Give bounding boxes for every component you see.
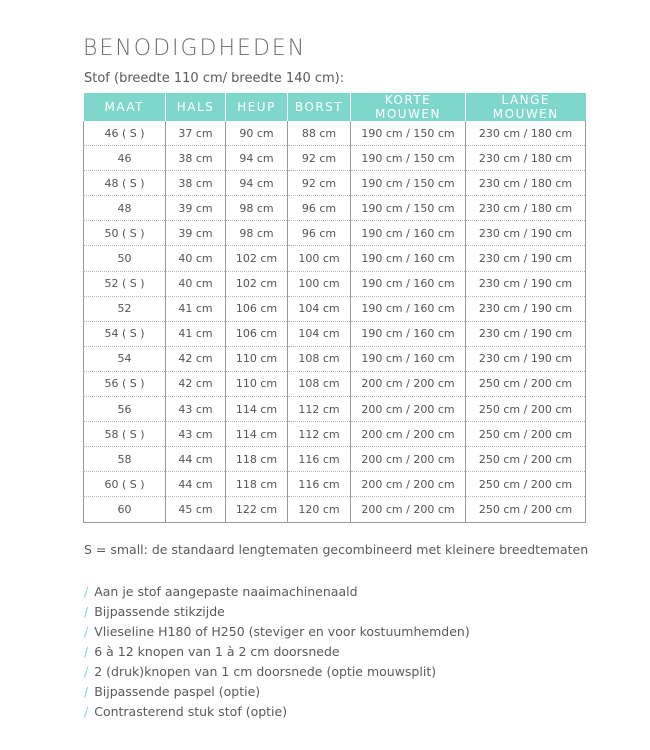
table-row bbox=[84, 246, 586, 271]
cell-lange-mouwen: 250 cm / 200 cm bbox=[466, 447, 586, 472]
cell-borst: 92 cm bbox=[288, 171, 351, 196]
cell-lange-mouwen: 250 cm / 200 cm bbox=[466, 371, 586, 396]
table-row bbox=[84, 397, 586, 422]
cell-hals: 43 cm bbox=[166, 422, 226, 447]
cell-borst: 100 cm bbox=[288, 271, 351, 296]
cell-korte-mouwen: 200 cm / 200 cm bbox=[351, 497, 466, 522]
cell-heup: 110 cm bbox=[226, 371, 288, 396]
fabric-subtitle: Stof (breedte 110 cm/ breedte 140 cm): bbox=[84, 71, 345, 86]
cell-borst: 108 cm bbox=[288, 346, 351, 371]
supply-text: Bijpassende stikzijde bbox=[94, 604, 225, 619]
cell-maat: 52 bbox=[84, 296, 166, 321]
cell-borst: 104 cm bbox=[288, 296, 351, 321]
cell-borst: 96 cm bbox=[288, 221, 351, 246]
table-row bbox=[84, 447, 586, 472]
table-row bbox=[84, 121, 586, 146]
cell-korte-mouwen: 200 cm / 200 cm bbox=[351, 472, 466, 497]
supply-text: 2 (druk)knopen van 1 cm doorsnede (optie mouwsplit) bbox=[94, 664, 437, 679]
cell-maat: 46 bbox=[84, 146, 166, 171]
table-row bbox=[84, 497, 586, 522]
cell-heup: 118 cm bbox=[226, 472, 288, 497]
cell-maat: 50 ( S ) bbox=[84, 221, 166, 246]
table-row bbox=[84, 196, 586, 221]
cell-lange-mouwen: 230 cm / 190 cm bbox=[466, 346, 586, 371]
table-row bbox=[84, 346, 586, 371]
list-item bbox=[84, 603, 470, 623]
cell-lange-mouwen: 230 cm / 180 cm bbox=[466, 171, 586, 196]
column-header-hals: HALS bbox=[166, 93, 226, 121]
cell-korte-mouwen: 200 cm / 200 cm bbox=[351, 397, 466, 422]
cell-maat: 48 bbox=[84, 196, 166, 221]
cell-hals: 39 cm bbox=[166, 221, 226, 246]
table-row bbox=[84, 321, 586, 346]
cell-borst: 120 cm bbox=[288, 497, 351, 522]
cell-borst: 112 cm bbox=[288, 422, 351, 447]
cell-borst: 100 cm bbox=[288, 246, 351, 271]
cell-lange-mouwen: 250 cm / 200 cm bbox=[466, 472, 586, 497]
slash-bullet: / bbox=[84, 704, 89, 719]
table-row bbox=[84, 221, 586, 246]
cell-korte-mouwen: 190 cm / 150 cm bbox=[351, 196, 466, 221]
cell-heup: 94 cm bbox=[226, 146, 288, 171]
cell-hals: 43 cm bbox=[166, 397, 226, 422]
cell-hals: 37 cm bbox=[166, 121, 226, 146]
list-item bbox=[84, 643, 470, 663]
cell-lange-mouwen: 230 cm / 180 cm bbox=[466, 146, 586, 171]
cell-hals: 41 cm bbox=[166, 296, 226, 321]
cell-maat: 58 ( S ) bbox=[84, 422, 166, 447]
column-header-korte-mouwen: KORTE MOUWEN bbox=[351, 93, 466, 121]
supplies-list bbox=[84, 583, 470, 723]
cell-lange-mouwen: 230 cm / 190 cm bbox=[466, 246, 586, 271]
supply-text: 6 à 12 knopen van 1 à 2 cm doorsnede bbox=[94, 644, 340, 659]
cell-lange-mouwen: 230 cm / 190 cm bbox=[466, 296, 586, 321]
cell-korte-mouwen: 200 cm / 200 cm bbox=[351, 422, 466, 447]
cell-hals: 44 cm bbox=[166, 472, 226, 497]
cell-lange-mouwen: 250 cm / 200 cm bbox=[466, 422, 586, 447]
cell-korte-mouwen: 190 cm / 160 cm bbox=[351, 246, 466, 271]
list-item bbox=[84, 683, 470, 703]
column-header-heup: HEUP bbox=[226, 93, 288, 121]
cell-maat: 60 bbox=[84, 497, 166, 522]
cell-heup: 122 cm bbox=[226, 497, 288, 522]
size-table bbox=[83, 93, 586, 523]
cell-lange-mouwen: 250 cm / 200 cm bbox=[466, 497, 586, 522]
cell-borst: 112 cm bbox=[288, 397, 351, 422]
cell-maat: 48 ( S ) bbox=[84, 171, 166, 196]
table-row bbox=[84, 422, 586, 447]
table-header-row bbox=[84, 93, 586, 121]
cell-heup: 98 cm bbox=[226, 221, 288, 246]
cell-maat: 50 bbox=[84, 246, 166, 271]
table-row bbox=[84, 146, 586, 171]
page-title: BENODIGDHEDEN bbox=[83, 36, 307, 61]
cell-borst: 88 cm bbox=[288, 121, 351, 146]
slash-bullet: / bbox=[84, 644, 89, 659]
cell-maat: 58 bbox=[84, 447, 166, 472]
table-row bbox=[84, 171, 586, 196]
cell-korte-mouwen: 190 cm / 160 cm bbox=[351, 321, 466, 346]
cell-heup: 102 cm bbox=[226, 246, 288, 271]
size-note: S = small: de standaard lengtematen gecombineerd met kleinere breedtematen bbox=[84, 542, 589, 557]
cell-lange-mouwen: 230 cm / 190 cm bbox=[466, 321, 586, 346]
cell-maat: 54 ( S ) bbox=[84, 321, 166, 346]
cell-maat: 46 ( S ) bbox=[84, 121, 166, 146]
cell-korte-mouwen: 190 cm / 160 cm bbox=[351, 346, 466, 371]
cell-heup: 114 cm bbox=[226, 397, 288, 422]
cell-lange-mouwen: 230 cm / 190 cm bbox=[466, 221, 586, 246]
table-row bbox=[84, 371, 586, 396]
list-item bbox=[84, 583, 470, 603]
slash-bullet: / bbox=[84, 664, 89, 679]
cell-korte-mouwen: 190 cm / 150 cm bbox=[351, 146, 466, 171]
cell-korte-mouwen: 200 cm / 200 cm bbox=[351, 447, 466, 472]
cell-lange-mouwen: 230 cm / 180 cm bbox=[466, 196, 586, 221]
cell-heup: 94 cm bbox=[226, 171, 288, 196]
cell-maat: 52 ( S ) bbox=[84, 271, 166, 296]
list-item bbox=[84, 663, 470, 683]
cell-hals: 45 cm bbox=[166, 497, 226, 522]
supply-text: Bijpassende paspel (optie) bbox=[94, 684, 261, 699]
cell-lange-mouwen: 250 cm / 200 cm bbox=[466, 397, 586, 422]
supply-text: Aan je stof aangepaste naaimachinenaald bbox=[94, 584, 358, 599]
table-row bbox=[84, 472, 586, 497]
cell-maat: 56 bbox=[84, 397, 166, 422]
cell-hals: 40 cm bbox=[166, 271, 226, 296]
column-header-borst: BORST bbox=[288, 93, 351, 121]
cell-hals: 41 cm bbox=[166, 321, 226, 346]
cell-heup: 110 cm bbox=[226, 346, 288, 371]
slash-bullet: / bbox=[84, 604, 89, 619]
cell-hals: 40 cm bbox=[166, 246, 226, 271]
slash-bullet: / bbox=[84, 584, 89, 599]
cell-hals: 42 cm bbox=[166, 371, 226, 396]
cell-hals: 38 cm bbox=[166, 146, 226, 171]
supply-text: Vlieseline H180 of H250 (steviger en voor kostuumhemden) bbox=[94, 624, 470, 639]
cell-lange-mouwen: 230 cm / 190 cm bbox=[466, 271, 586, 296]
cell-heup: 106 cm bbox=[226, 296, 288, 321]
cell-lange-mouwen: 230 cm / 180 cm bbox=[466, 121, 586, 146]
cell-korte-mouwen: 190 cm / 150 cm bbox=[351, 171, 466, 196]
cell-hals: 42 cm bbox=[166, 346, 226, 371]
cell-hals: 44 cm bbox=[166, 447, 226, 472]
cell-heup: 102 cm bbox=[226, 271, 288, 296]
cell-maat: 56 ( S ) bbox=[84, 371, 166, 396]
cell-hals: 39 cm bbox=[166, 196, 226, 221]
cell-borst: 116 cm bbox=[288, 447, 351, 472]
cell-borst: 108 cm bbox=[288, 371, 351, 396]
cell-borst: 116 cm bbox=[288, 472, 351, 497]
cell-heup: 98 cm bbox=[226, 196, 288, 221]
cell-korte-mouwen: 200 cm / 200 cm bbox=[351, 371, 466, 396]
supply-text: Contrasterend stuk stof (optie) bbox=[94, 704, 288, 719]
slash-bullet: / bbox=[84, 624, 89, 639]
cell-korte-mouwen: 190 cm / 160 cm bbox=[351, 221, 466, 246]
slash-bullet: / bbox=[84, 684, 89, 699]
cell-korte-mouwen: 190 cm / 160 cm bbox=[351, 296, 466, 321]
cell-maat: 54 bbox=[84, 346, 166, 371]
list-item bbox=[84, 623, 470, 643]
cell-maat: 60 ( S ) bbox=[84, 472, 166, 497]
cell-hals: 38 cm bbox=[166, 171, 226, 196]
column-header-lange-mouwen: LANGE MOUWEN bbox=[466, 93, 586, 121]
table-row bbox=[84, 296, 586, 321]
cell-heup: 90 cm bbox=[226, 121, 288, 146]
cell-borst: 96 cm bbox=[288, 196, 351, 221]
column-header-maat: MAAT bbox=[84, 93, 166, 121]
cell-korte-mouwen: 190 cm / 150 cm bbox=[351, 121, 466, 146]
cell-heup: 106 cm bbox=[226, 321, 288, 346]
cell-borst: 104 cm bbox=[288, 321, 351, 346]
cell-borst: 92 cm bbox=[288, 146, 351, 171]
table-row bbox=[84, 271, 586, 296]
list-item bbox=[84, 703, 470, 723]
cell-heup: 114 cm bbox=[226, 422, 288, 447]
cell-heup: 118 cm bbox=[226, 447, 288, 472]
cell-korte-mouwen: 190 cm / 160 cm bbox=[351, 271, 466, 296]
